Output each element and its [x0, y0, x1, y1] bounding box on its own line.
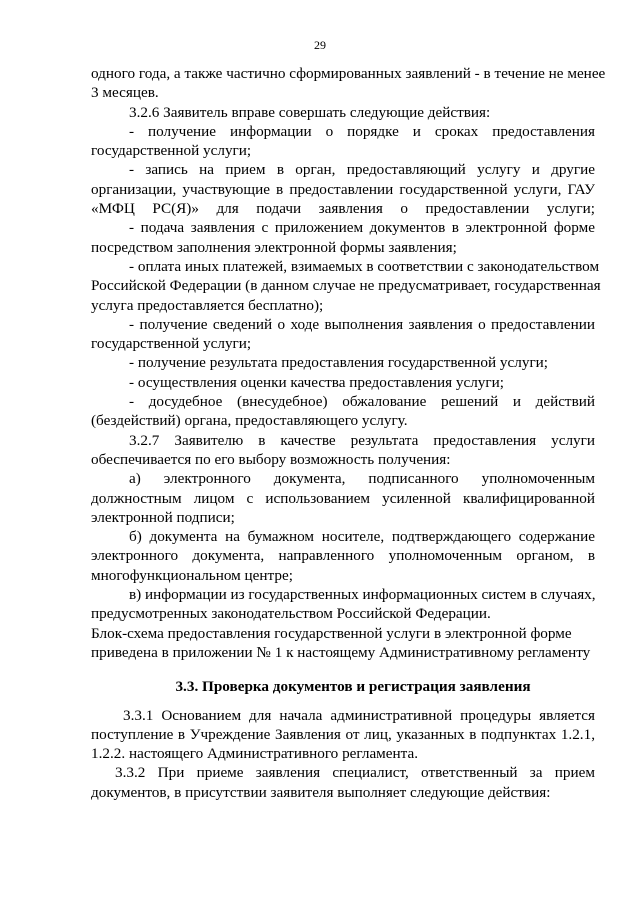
text-line: - запись на прием в орган, предоставляющий услугу и другие	[129, 161, 595, 179]
text-line: электронной подписи;	[91, 508, 235, 526]
text-line: предусмотренных законодательством Российской Федерации.	[91, 605, 491, 623]
text-line: обеспечивается по его выбору возможность получения:	[91, 450, 451, 468]
text-line: - получение результата предоставления государственной услуги;	[129, 354, 549, 372]
text-line: документов, в присутствии заявителя выполняет следующие действия:	[91, 783, 551, 801]
text-line: а) электронного документа, подписанного уполномоченным	[129, 470, 595, 488]
text-line: - подача заявления с приложением документов в электронной форме	[129, 219, 595, 237]
text-line: «МФЦ РС(Я)» для подачи заявления о предоставлении услуги;	[91, 200, 595, 218]
section-heading: 3.3. Проверка документов и регистрация заявления	[175, 678, 531, 696]
text-line: приведена в приложении № 1 к настоящему Административному регламенту	[91, 643, 591, 661]
text-line: Блок-схема предоставления государственной услуги в электронной форме	[91, 624, 572, 642]
text-line: государственной услуги;	[91, 142, 252, 160]
text-line: 3 месяцев.	[91, 84, 159, 102]
paragraph-3-2-7-heading: 3.2.7 Заявителю в качестве результата предоставления услуги	[129, 431, 595, 449]
text-line: 1.2.2. настоящего Административного регламента.	[91, 745, 419, 763]
text-line: в) информации из государственных информационных систем в случаях,	[129, 586, 596, 604]
text-line: - получение сведений о ходе выполнения заявления о предоставлении	[129, 315, 595, 333]
text-line: - досудебное (внесудебное) обжалование решений и действий	[129, 393, 595, 411]
text-line: электронного документа, направленного уполномоченным органом, в	[91, 547, 595, 565]
document-body	[91, 64, 606, 802]
paragraph-3-3-1-heading: 3.3.1 Основанием для начала административной процедуры является	[123, 706, 595, 724]
text-line: многофункциональном центре;	[91, 566, 293, 584]
text-line: услуга предоставляется бесплатно);	[91, 296, 324, 314]
text-line: б) документа на бумажном носителе, подтверждающего содержание	[129, 528, 595, 546]
text-line: должностным лицом с использованием усиленной квалифицированной	[91, 489, 595, 507]
text-line: - получение информации о порядке и сроках предоставления	[129, 122, 595, 140]
text-line: поступление в Учреждение Заявления от лиц, указанных в подпунктах 1.2.1,	[91, 725, 595, 743]
text-line: государственной услуги;	[91, 335, 252, 353]
text-line: - оплата иных платежей, взимаемых в соответствии с законодательством	[129, 257, 600, 275]
text-line: - осуществления оценки качества предоставления услуги;	[129, 373, 504, 391]
text-line: организации, участвующие в предоставлении государственной услуги, ГАУ	[91, 180, 595, 198]
text-line: посредством заполнения электронной формы заявления;	[91, 238, 457, 256]
paragraph-3-3-2-heading: 3.3.2 При приеме заявления специалист, ответственный за прием	[115, 764, 595, 782]
text-line: (бездействий) органа, предоставляющего услугу.	[91, 412, 408, 430]
text-line: одного года, а также частично сформированных заявлений - в течение не менее	[91, 65, 606, 82]
text-line: Российской Федерации (в данном случае не предусматривает, государственная	[91, 277, 601, 295]
paragraph-3-2-6-heading: 3.2.6 Заявитель вправе совершать следующие действия:	[129, 103, 491, 121]
page-number: 29	[314, 38, 326, 52]
